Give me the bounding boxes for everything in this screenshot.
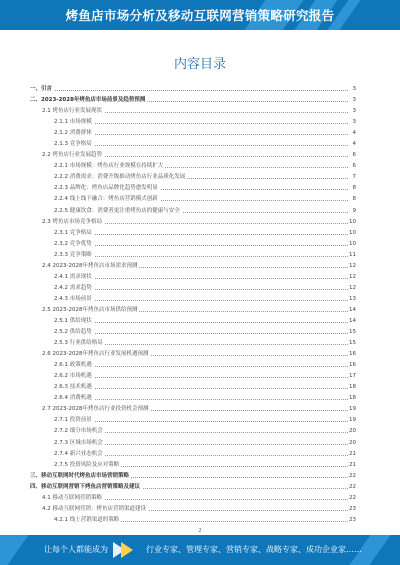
toc-entry-page: 10 (348, 228, 356, 239)
toc-leader (54, 399, 348, 400)
toc-entry[interactable] (30, 360, 356, 371)
toc-entry-label: 2.1.3 竞争格局 (54, 139, 94, 150)
toc-entry-label: 2.2 烤鱼店行业发展趋势 (42, 150, 104, 161)
toc-entry[interactable] (30, 250, 356, 261)
toc-entry[interactable] (30, 106, 356, 117)
toc-entry[interactable] (30, 415, 356, 426)
toc-entry[interactable] (30, 128, 356, 139)
toc-entry-label: 2.3 烤鱼店市场竞争格局 (42, 217, 104, 228)
footer-banner (0, 535, 400, 565)
toc-entry-page: 19 (348, 415, 356, 426)
toc-entry-label: 2.6.4 消费机遇 (54, 393, 94, 404)
toc-entry-page: 12 (348, 283, 356, 294)
toc-entry-label: 2.1.1 市场规模 (54, 117, 94, 128)
toc-entry[interactable] (30, 338, 356, 349)
toc-entry-label: 一、引言 (30, 84, 54, 95)
toc-entry[interactable] (30, 504, 356, 515)
toc-entry-page: 6 (352, 161, 357, 172)
toc-leader (30, 90, 348, 91)
toc-leader (54, 278, 348, 279)
toc-entry-label: 2.6.2 市场机遇 (54, 371, 94, 382)
footer-slogan-lead: 让每个人都能成为 (44, 545, 108, 554)
toc-leader (54, 300, 348, 301)
toc-entry[interactable] (30, 460, 356, 471)
toc-entry[interactable] (30, 117, 356, 128)
toc-entry-label: 2.6.1 政策机遇 (54, 360, 94, 371)
toc-entry[interactable] (30, 84, 356, 95)
toc-entry-page: 12 (348, 261, 356, 272)
toc-entry[interactable] (30, 349, 356, 360)
toc-entry-label: 2.1 烤鱼店行业发展现状 (42, 106, 104, 117)
toc-entry[interactable] (30, 150, 356, 161)
toc-entry-page: 22 (348, 471, 356, 482)
toc-entry[interactable] (30, 305, 356, 316)
report-title: 烤鱼店市场分析及移动互联网营销策略研究报告 (65, 8, 335, 23)
toc-leader (54, 123, 348, 124)
toc-entry-label: 2.4 2023-2028年烤鱼店市场需求预测 (42, 261, 139, 272)
arrow-logo-icon (111, 538, 137, 562)
toc-entry-page: 18 (348, 393, 356, 404)
toc-entry[interactable] (30, 206, 356, 217)
toc-leader (54, 234, 348, 235)
toc-entry-page: 6 (352, 150, 357, 161)
toc-leader (54, 377, 348, 378)
toc-entry[interactable] (30, 261, 356, 272)
toc-entry-label: 2.2.4 线上线下融合：烤鱼店营销模式创新 (54, 194, 160, 205)
toc-entry-page: 20 (348, 438, 356, 449)
toc-entry[interactable] (30, 183, 356, 194)
toc-leader (54, 333, 348, 334)
toc-entry[interactable] (30, 217, 356, 228)
toc-entry-label: 4.2.1 线上营销渠道的策略 (54, 515, 121, 526)
toc-entry-label: 2.7.3 区域市场机会 (54, 438, 105, 449)
toc-entry-page: 12 (348, 272, 356, 283)
toc-entry[interactable] (30, 438, 356, 449)
toc-entry-page: 19 (348, 404, 356, 415)
footer-slogan-roles: 行业专家、管理专家、营销专家、战略专家、成功企业家…… (146, 545, 362, 554)
toc-entry-page: 18 (348, 382, 356, 393)
toc-entry-label: 2.3.2 竞争优势 (54, 239, 94, 250)
toc-entry-label: 四、移动互联网营销下烤鱼店营销策略及建议 (30, 482, 142, 493)
toc-entry[interactable] (30, 382, 356, 393)
toc-entry-label: 2.5.1 供给现状 (54, 316, 94, 327)
toc-entry[interactable] (30, 294, 356, 305)
toc-entry-page: 3 (352, 117, 357, 128)
toc-entry-label: 2.5.2 供给趋势 (54, 327, 94, 338)
toc-entry[interactable] (30, 95, 356, 106)
toc-entry-label: 2.6 2023-2028年烤鱼店行业发展机遇预测 (42, 349, 150, 360)
toc-entry-label: 2.6.3 技术机遇 (54, 382, 94, 393)
toc-entry[interactable] (30, 194, 356, 205)
header-banner (0, 0, 400, 30)
toc-leader (54, 245, 348, 246)
toc-entry-label: 2.7 2023-2028年烤鱼店行业投资机会预测 (42, 404, 150, 415)
toc-entry[interactable] (30, 449, 356, 460)
toc-entry-page: 15 (348, 338, 356, 349)
toc-entry-page: 4 (352, 128, 357, 139)
footer-stripe (0, 535, 29, 565)
toc-leader (54, 388, 348, 389)
toc-leader (54, 289, 348, 290)
toc-entry-label: 三、移动互联网时代烤鱼店市场营销策略 (30, 471, 131, 482)
toc-entry-label: 2.2.2 消费需求：消费升级推动烤鱼店行业品质化发展 (54, 172, 187, 183)
toc-entry-page: 21 (348, 460, 356, 471)
toc-entry-label: 2.4.3 市场前景 (54, 294, 94, 305)
toc-entry-page: 14 (348, 305, 356, 316)
toc-entry-page: 7 (352, 172, 357, 183)
toc-entry-label: 2.7.4 新兴业态机会 (54, 449, 105, 460)
toc-entry-page: 16 (348, 360, 356, 371)
toc-entry[interactable] (30, 239, 356, 250)
toc-entry[interactable] (30, 139, 356, 150)
toc-heading: 内容目录 (173, 57, 226, 72)
toc-entry-label: 2.3.3 竞争策略 (54, 250, 94, 261)
toc-entry-label: 4.2 移动互联网营销：烤鱼店营销渠道建设 (42, 504, 148, 515)
toc-entry[interactable] (30, 228, 356, 239)
toc-entry[interactable] (30, 471, 356, 482)
toc-entry-label: 2.2.1 市场规模：烤鱼店行业规模在持续扩大 (54, 161, 165, 172)
toc-entry-page: 10 (348, 217, 356, 228)
toc-entry[interactable] (30, 515, 356, 526)
toc-entry[interactable] (30, 316, 356, 327)
toc-entry-label: 2.3.1 竞争格局 (54, 228, 94, 239)
toc-entry-label: 4.1 移动互联网营销策略 (42, 493, 104, 504)
toc-entry[interactable] (30, 493, 356, 504)
table-of-contents (30, 84, 356, 526)
toc-entry-page: 23 (348, 504, 356, 515)
toc-leader (54, 366, 348, 367)
toc-entry[interactable] (30, 172, 356, 183)
toc-entry-page: 16 (348, 349, 356, 360)
toc-entry-page: 3 (352, 84, 357, 95)
toc-entry-label: 2.1.2 消费群体 (54, 128, 94, 139)
toc-entry-label: 2.5 2023-2028年烤鱼店市场供给预测 (42, 305, 139, 316)
toc-entry-page: 15 (348, 327, 356, 338)
toc-leader (54, 322, 348, 323)
toc-entry-page: 9 (352, 206, 357, 217)
toc-entry-page: 20 (348, 426, 356, 437)
toc-entry-page: 22 (348, 493, 356, 504)
toc-leader (54, 145, 348, 146)
toc-entry-page: 17 (348, 371, 356, 382)
toc-entry[interactable] (30, 404, 356, 415)
toc-entry-page: 8 (352, 183, 357, 194)
toc-entry-page: 4 (352, 139, 357, 150)
page-indicator: 2 (198, 528, 202, 534)
toc-entry-label: 二、2023-2028年烤鱼店市场前景及趋势预测 (30, 95, 147, 106)
toc-entry-page: 8 (352, 194, 357, 205)
toc-entry[interactable] (30, 482, 356, 493)
toc-entry[interactable] (30, 327, 356, 338)
toc-entry-label: 2.2.5 健康饮食：消费者更注重烤鱼店的健康与安全 (54, 206, 182, 217)
toc-entry-page: 13 (348, 294, 356, 305)
toc-entry-label: 2.5.3 行业供给格局 (54, 338, 105, 349)
toc-entry-page: 3 (352, 106, 357, 117)
toc-entry[interactable] (30, 161, 356, 172)
toc-entry-page: 10 (348, 239, 356, 250)
toc-entry-label: 2.4.2 需求趋势 (54, 283, 94, 294)
toc-entry[interactable] (30, 426, 356, 437)
toc-entry-page: 23 (348, 515, 356, 526)
toc-entry-page: 22 (348, 482, 356, 493)
toc-entry-page: 3 (352, 95, 357, 106)
toc-entry-label: 2.7.1 投资前景 (54, 415, 94, 426)
toc-entry-label: 2.4.1 需求现状 (54, 272, 94, 283)
toc-entry[interactable] (30, 393, 356, 404)
toc-entry-label: 2.7.2 细分市场机会 (54, 426, 105, 437)
toc-leader (54, 421, 348, 422)
toc-entry-page: 11 (348, 250, 356, 261)
toc-leader (54, 256, 348, 257)
toc-entry-label: 2.7.5 投资风险及应对策略 (54, 460, 121, 471)
toc-entry[interactable] (30, 371, 356, 382)
toc-entry-page: 14 (348, 316, 356, 327)
toc-entry[interactable] (30, 272, 356, 283)
toc-leader (54, 134, 348, 135)
toc-entry-label: 2.2.3 品牌化：烤鱼店品牌化趋势愈发明显 (54, 183, 160, 194)
toc-entry[interactable] (30, 283, 356, 294)
toc-entry-page: 21 (348, 449, 356, 460)
